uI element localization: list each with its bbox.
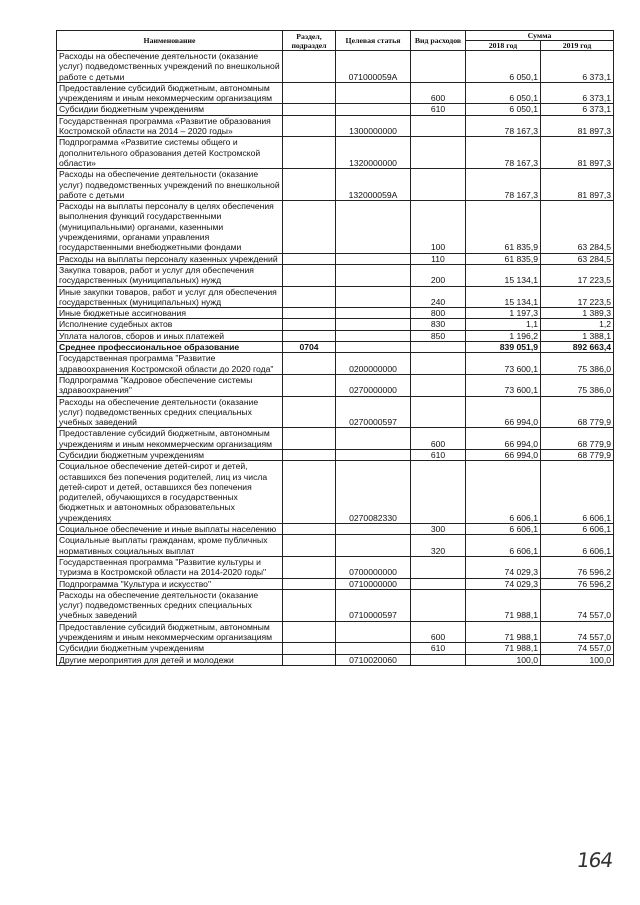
cell-section: [283, 374, 336, 396]
table-row: [57, 308, 614, 319]
cell-name: Субсидии бюджетным учреждениям: [57, 643, 283, 654]
cell-2019: 1,2: [541, 319, 614, 330]
cell-section: [283, 319, 336, 330]
table-row: [57, 535, 614, 557]
cell-2018: 74 029,3: [466, 556, 541, 578]
cell-2019: 74 557,0: [541, 621, 614, 643]
table-row: [57, 556, 614, 578]
cell-2019: 6 606,1: [541, 524, 614, 535]
cell-name: Государственная программа "Развитие культуры и туризма в Костромской области на 2014-2020 годы": [57, 556, 283, 578]
cell-name: Предоставление субсидий бюджетным, автономным учреждениям и иным некоммерческим организациям: [57, 428, 283, 450]
cell-target: [336, 428, 411, 450]
cell-2018: 71 988,1: [466, 621, 541, 643]
table-row: [57, 524, 614, 535]
cell-kind: [411, 169, 466, 201]
cell-kind: [411, 115, 466, 137]
cell-target: [336, 535, 411, 557]
cell-kind: [411, 578, 466, 589]
cell-2018: 100,0: [466, 654, 541, 665]
cell-2018: 66 994,0: [466, 396, 541, 428]
cell-2018: 6 606,1: [466, 524, 541, 535]
cell-name: Подпрограмма «Развитие системы общего и дополнительного образования детей Костромской области»: [57, 137, 283, 169]
cell-section: [283, 51, 336, 83]
cell-2019: 1 389,3: [541, 308, 614, 319]
cell-2018: 6 050,1: [466, 82, 541, 104]
table-row: [57, 589, 614, 621]
cell-name: Иные бюджетные ассигнования: [57, 308, 283, 319]
col-header-target: Целевая статья: [336, 31, 411, 51]
cell-section: [283, 286, 336, 308]
cell-section: [283, 396, 336, 428]
cell-2019: 68 779,9: [541, 396, 614, 428]
cell-target: [336, 286, 411, 308]
cell-target: [336, 82, 411, 104]
cell-kind: 610: [411, 643, 466, 654]
cell-2019: 68 779,9: [541, 428, 614, 450]
table-row: [57, 643, 614, 654]
cell-target: [336, 330, 411, 341]
cell-2019: 75 386,0: [541, 374, 614, 396]
cell-name: Субсидии бюджетным учреждениям: [57, 104, 283, 115]
cell-2019: 6 373,1: [541, 104, 614, 115]
cell-2019: 6 373,1: [541, 82, 614, 104]
cell-kind: 600: [411, 82, 466, 104]
cell-kind: 610: [411, 104, 466, 115]
cell-2018: 74 029,3: [466, 578, 541, 589]
cell-2019: 76 596,2: [541, 578, 614, 589]
cell-2018: 6 050,1: [466, 104, 541, 115]
cell-2018: 78 167,3: [466, 169, 541, 201]
cell-name: Социальное обеспечение детей-сирот и детей, оставшихся без попечения родителей, лиц из числа детей-сирот и детей, оставшихся без попечения родителей, обучающихся в государственных бюджетных и автономных образовательных учреждениях: [57, 461, 283, 524]
table-row: [57, 578, 614, 589]
cell-target: 071000059А: [336, 51, 411, 83]
cell-2019: 100,0: [541, 654, 614, 665]
table-row: [57, 104, 614, 115]
cell-target: 0270082330: [336, 461, 411, 524]
cell-2018: 839 051,9: [466, 342, 541, 353]
cell-target: [336, 308, 411, 319]
cell-kind: [411, 374, 466, 396]
cell-section: [283, 353, 336, 375]
cell-2018: 61 835,9: [466, 253, 541, 264]
cell-target: [336, 643, 411, 654]
cell-kind: [411, 137, 466, 169]
table-row: [57, 461, 614, 524]
cell-name: Среднее профессиональное образование: [57, 342, 283, 353]
cell-2019: 1 388,1: [541, 330, 614, 341]
cell-2018: 15 134,1: [466, 286, 541, 308]
cell-name: Предоставление субсидий бюджетным, автономным учреждениям и иным некоммерческим организациям: [57, 621, 283, 643]
cell-target: 1300000000: [336, 115, 411, 137]
table-row: [57, 264, 614, 286]
cell-target: [336, 104, 411, 115]
cell-target: 0710020060: [336, 654, 411, 665]
cell-name: Субсидии бюджетным учреждениям: [57, 449, 283, 460]
cell-section: [283, 654, 336, 665]
table-row: [57, 169, 614, 201]
cell-name: Расходы на выплаты персоналу в целях обеспечения выполнения функций государственными (муниципальными) органами, казенными учреждениями, органами управления государственными внебюджетными фондами: [57, 201, 283, 253]
cell-target: 0700000000: [336, 556, 411, 578]
cell-target: [336, 319, 411, 330]
table-row: [57, 51, 614, 83]
cell-2019: 75 386,0: [541, 353, 614, 375]
cell-name: Расходы на обеспечение деятельности (оказание услуг) подведомственных учреждений по внешкольной работе с детьми: [57, 169, 283, 201]
cell-name: Государственная программа «Развитие образования Костромской области на 2014 – 2020 годы»: [57, 115, 283, 137]
cell-target: 0270000000: [336, 374, 411, 396]
cell-kind: [411, 461, 466, 524]
cell-target: [336, 201, 411, 253]
cell-kind: 610: [411, 449, 466, 460]
cell-target: [336, 621, 411, 643]
cell-section: [283, 115, 336, 137]
cell-kind: 800: [411, 308, 466, 319]
cell-2018: 73 600,1: [466, 374, 541, 396]
cell-name: Предоставление субсидий бюджетным, автономным учреждениям и иным некоммерческим организациям: [57, 82, 283, 104]
cell-section: [283, 524, 336, 535]
cell-name: Другие мероприятия для детей и молодежи: [57, 654, 283, 665]
cell-2018: 1 196,2: [466, 330, 541, 341]
cell-name: Подпрограмма "Кадровое обеспечение системы здравоохранения": [57, 374, 283, 396]
cell-kind: 850: [411, 330, 466, 341]
col-header-name: Наименование: [57, 31, 283, 51]
cell-name: Подпрограмма "Культура и искусство": [57, 578, 283, 589]
cell-2019: 17 223,5: [541, 264, 614, 286]
cell-target: [336, 524, 411, 535]
cell-kind: [411, 353, 466, 375]
cell-2019: 68 779,9: [541, 449, 614, 460]
cell-name: Социальные выплаты гражданам, кроме публичных нормативных социальных выплат: [57, 535, 283, 557]
cell-name: Исполнение судебных актов: [57, 319, 283, 330]
cell-2018: 6 606,1: [466, 461, 541, 524]
table-row: [57, 342, 614, 353]
cell-section: [283, 330, 336, 341]
cell-2019: 74 557,0: [541, 643, 614, 654]
cell-target: [336, 264, 411, 286]
cell-section: [283, 428, 336, 450]
cell-section: [283, 589, 336, 621]
table-row: [57, 654, 614, 665]
cell-2019: 74 557,0: [541, 589, 614, 621]
col-header-kind: Вид расходов: [411, 31, 466, 51]
col-header-2019: 2019 год: [541, 41, 614, 51]
table-row: [57, 201, 614, 253]
cell-2018: 78 167,3: [466, 137, 541, 169]
cell-2018: 61 835,9: [466, 201, 541, 253]
table-row: [57, 428, 614, 450]
cell-target: 0200000000: [336, 353, 411, 375]
cell-target: 0270000597: [336, 396, 411, 428]
cell-name: Закупка товаров, работ и услуг для обеспечения государственных (муниципальных) нужд: [57, 264, 283, 286]
table-row: [57, 374, 614, 396]
cell-2018: 66 994,0: [466, 449, 541, 460]
cell-2019: 6 606,1: [541, 535, 614, 557]
table-header: [57, 31, 614, 51]
cell-2018: 66 994,0: [466, 428, 541, 450]
cell-section: [283, 264, 336, 286]
cell-name: Социальное обеспечение и иные выплаты населению: [57, 524, 283, 535]
cell-name: Уплата налогов, сборов и иных платежей: [57, 330, 283, 341]
table-row: [57, 319, 614, 330]
cell-2018: 78 167,3: [466, 115, 541, 137]
cell-name: Иные закупки товаров, работ и услуг для обеспечения государственных (муниципальных) нужд: [57, 286, 283, 308]
cell-kind: [411, 342, 466, 353]
cell-kind: 320: [411, 535, 466, 557]
cell-target: 132000059А: [336, 169, 411, 201]
cell-kind: [411, 556, 466, 578]
cell-2018: 6 050,1: [466, 51, 541, 83]
table-row: [57, 330, 614, 341]
table-row: [57, 353, 614, 375]
cell-2019: 892 663,4: [541, 342, 614, 353]
cell-section: [283, 308, 336, 319]
cell-2019: 63 284,5: [541, 253, 614, 264]
cell-section: [283, 643, 336, 654]
cell-kind: 240: [411, 286, 466, 308]
cell-target: [336, 253, 411, 264]
table-row: [57, 286, 614, 308]
cell-2018: 71 988,1: [466, 643, 541, 654]
table-row: [57, 449, 614, 460]
table-row: [57, 253, 614, 264]
cell-2018: 6 606,1: [466, 535, 541, 557]
cell-kind: 300: [411, 524, 466, 535]
col-header-section: Раздел, подраздел: [283, 31, 336, 51]
cell-2019: 81 897,3: [541, 169, 614, 201]
cell-section: [283, 556, 336, 578]
cell-section: [283, 449, 336, 460]
cell-2018: 1,1: [466, 319, 541, 330]
cell-target: 0710000597: [336, 589, 411, 621]
cell-section: [283, 253, 336, 264]
table-row: [57, 137, 614, 169]
cell-section: [283, 621, 336, 643]
col-header-sum: Сумма: [466, 31, 614, 41]
cell-name: Расходы на обеспечение деятельности (оказание услуг) подведомственных средних специальных учебных заведений: [57, 396, 283, 428]
cell-2018: 71 988,1: [466, 589, 541, 621]
cell-2018: 1 197,3: [466, 308, 541, 319]
cell-2018: 15 134,1: [466, 264, 541, 286]
cell-2019: 76 596,2: [541, 556, 614, 578]
cell-kind: [411, 654, 466, 665]
cell-kind: 600: [411, 621, 466, 643]
table-row: [57, 82, 614, 104]
table-row: [57, 396, 614, 428]
cell-name: Расходы на выплаты персоналу казенных учреждений: [57, 253, 283, 264]
cell-section: [283, 169, 336, 201]
cell-2018: 73 600,1: [466, 353, 541, 375]
cell-kind: [411, 396, 466, 428]
cell-2019: 17 223,5: [541, 286, 614, 308]
cell-section: [283, 201, 336, 253]
cell-section: [283, 104, 336, 115]
cell-kind: 830: [411, 319, 466, 330]
cell-section: [283, 461, 336, 524]
cell-target: [336, 342, 411, 353]
table-body: [57, 51, 614, 666]
cell-kind: 110: [411, 253, 466, 264]
cell-section: [283, 535, 336, 557]
cell-target: [336, 449, 411, 460]
cell-kind: 100: [411, 201, 466, 253]
cell-kind: 600: [411, 428, 466, 450]
cell-kind: 200: [411, 264, 466, 286]
cell-target: 0710000000: [336, 578, 411, 589]
cell-name: Государственная программа "Развитие здравоохранения Костромской области до 2020 года": [57, 353, 283, 375]
cell-section: [283, 82, 336, 104]
budget-table: [56, 30, 614, 666]
cell-target: 1320000000: [336, 137, 411, 169]
page-number: 164: [575, 848, 614, 872]
cell-2019: 81 897,3: [541, 115, 614, 137]
col-header-2018: 2018 год: [466, 41, 541, 51]
cell-2019: 63 284,5: [541, 201, 614, 253]
cell-section: [283, 137, 336, 169]
cell-2019: 81 897,3: [541, 137, 614, 169]
cell-name: Расходы на обеспечение деятельности (оказание услуг) подведомственных средних специальных учебных заведений: [57, 589, 283, 621]
table-row: [57, 115, 614, 137]
cell-2019: 6 606,1: [541, 461, 614, 524]
cell-kind: [411, 589, 466, 621]
cell-section: 0704: [283, 342, 336, 353]
cell-kind: [411, 51, 466, 83]
table-row: [57, 621, 614, 643]
cell-name: Расходы на обеспечение деятельности (оказание услуг) подведомственных учреждений по внешкольной работе с детьми: [57, 51, 283, 83]
cell-section: [283, 578, 336, 589]
cell-2019: 6 373,1: [541, 51, 614, 83]
